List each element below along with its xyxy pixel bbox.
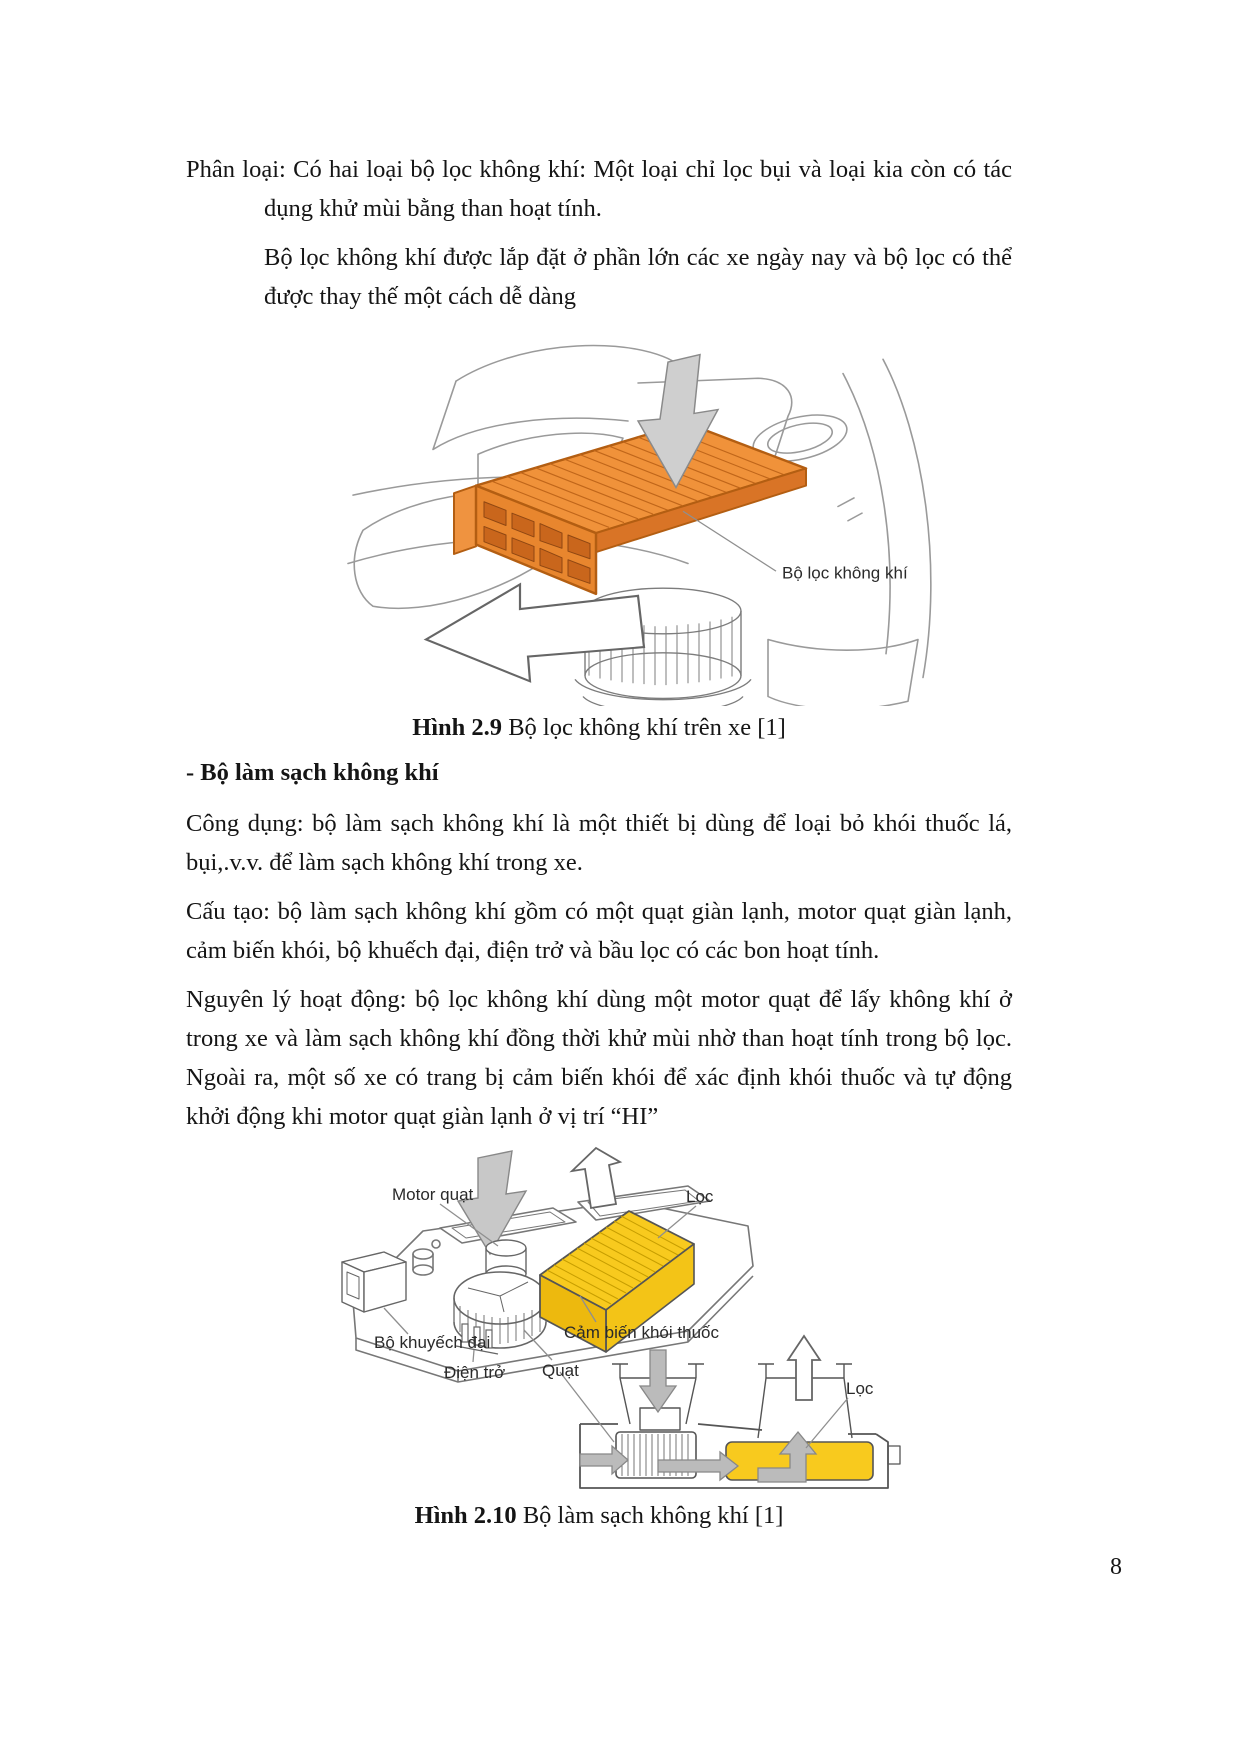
paragraph-phan-loai: Phân loại: Có hai loại bộ lọc không khí: Một loại chỉ lọc bụi và loại kia còn có tác dụng khử mùi bằng than hoạt tính. [186,156,1012,222]
figure-2-9-air-filter-on-car [338,326,998,706]
paragraph-lap-dat: Bộ lọc không khí được lắp đặt ở phần lớn các xe ngày nay và bộ lọc có thể được thay thế một cách dễ dàng [264,244,1012,310]
figure-2-10-caption-text: Bộ làm sạch không khí [1] [516,1502,784,1529]
page-content [186,150,1012,1541]
figure-2-10-caption-number: Hình 2.10 [414,1502,517,1529]
filter-leader-line [683,511,776,571]
figure-2-9-caption-number: Hình 2.9 [412,714,503,741]
label-cam-bien-khoi-thuoc: Cảm biến khói thuốc [564,1323,719,1342]
figure-2-10-air-purifier [328,1146,950,1494]
paragraph-cau-tao: Cấu tạo: bộ làm sạch không khí gồm có một quạt giàn lạnh, motor quạt giàn lạnh, cảm biến khói, bộ khuếch đại, điện trở và bầu lọc có các bon hoạt tính. [186,898,1012,964]
figure-2-9-caption-text: Bộ lọc không khí trên xe [1] [502,714,786,741]
cabin-air-filter [454,423,806,594]
paragraph-cong-dung: Công dụng: bộ làm sạch không khí là một thiết bị dùng để loại bỏ khói thuốc lá, bụi,.v.v. để làm sạch không khí trong xe. [186,810,1012,876]
label-loc-top: Lọc [686,1187,714,1206]
down-arrow-icon [640,1350,676,1412]
up-arrow-icon [572,1148,620,1208]
paragraph-nguyen-ly: Nguyên lý hoạt động: bộ lọc không khí dùng một motor quạt để lấy không khí ở trong xe và làm sạch không khí đồng thời khử mùi nhờ than hoạt tính trong bộ lọc. Ngoài ra, một số xe có trang bị cảm biến khói để xác định khói thuốc và tự động khởi động khi motor quạt giàn lạnh ở vị trí “HI” [186,986,1012,1130]
label-loc-bottom: Lọc [846,1379,874,1398]
label-quat: Quạt [542,1361,579,1380]
figure-2-10-caption [186,1496,1012,1535]
up-arrow-icon [788,1336,820,1400]
label-motor-quat: Motor quạt [392,1185,474,1204]
heading-bo-lam-sach: - Bộ làm sạch không khí [186,759,439,786]
label-dien-tro: Điện trở [444,1363,506,1382]
part-label-air-filter: Bộ lọc không khí [782,564,908,583]
label-bo-khuyech-dai: Bộ khuyếch đại [374,1333,491,1352]
amplifier-box [342,1252,406,1312]
page-number: 8 [1110,1554,1122,1580]
figure-2-9-caption [186,708,1012,747]
